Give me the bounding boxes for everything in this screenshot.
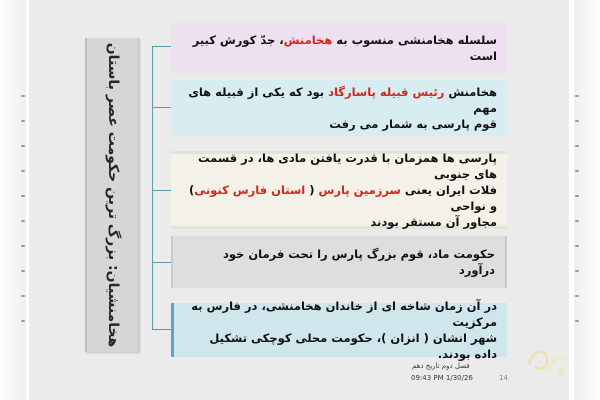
footer-text: فصل دوم تاریخ دهم (412, 362, 470, 370)
decor-dot (21, 245, 25, 247)
body-text: شهر انشان ( انزان )، حکومت محلی کوچکی تشکیل داده بودند. (209, 331, 497, 361)
decor-dot (21, 145, 25, 147)
decor-dot (21, 120, 25, 122)
decor-dot (21, 170, 25, 172)
decor-dot (575, 245, 579, 247)
body-text: مجاور آن مستقر بودند (370, 215, 497, 229)
body-text: ) و نواحی (188, 183, 497, 213)
highlight-text: استان فارس کنونی (194, 183, 306, 197)
body-text: سلسله هخامنشی منسوب به (332, 33, 497, 47)
footer-datetime: 09:43 PM 1/30/26 (411, 374, 473, 382)
content-box-2 (171, 80, 507, 136)
decor-dot (575, 145, 579, 147)
body-text: بود که یکی از قبیله های مهم (188, 85, 497, 115)
slide-title-box (85, 38, 139, 352)
slide-title: هخامنشیان: بزرگ ترین حکومت عصر باستان (104, 42, 121, 348)
decor-dot (575, 220, 579, 222)
highlight-text: سرزمین پارس (318, 183, 401, 197)
box-text-line (184, 298, 497, 330)
connector-branch (152, 46, 171, 47)
decor-dot (21, 220, 25, 222)
highlight-text: هخامنش (283, 33, 333, 47)
body-text: در آن زمان شاخه ای از خاندان هخامنشی، در فارس به مرکزیت (191, 299, 497, 329)
decor-dot (575, 120, 579, 122)
decor-dot (21, 270, 25, 272)
connector-spine (152, 46, 153, 329)
body-text: پارسی ها همزمان با قدرت یافتن مادی ها، در قسمت های جنوبی (198, 151, 497, 181)
right-side-strip (574, 0, 600, 400)
box-text-line (183, 246, 495, 278)
body-text: هخامنش (444, 85, 497, 99)
decor-dot (575, 270, 579, 272)
decor-dot (575, 195, 579, 197)
decor-dot (575, 170, 579, 172)
body-text: فلات ایران یعنی (400, 183, 497, 197)
body-text: حکومت ماد، قوم بزرگ پارس را تحت فرمان خود درآورد (222, 247, 495, 277)
decor-dot (21, 95, 25, 97)
box-text-line (181, 32, 497, 64)
decor-dot (575, 295, 579, 297)
body-text: ( (305, 183, 319, 197)
decor-dot (21, 320, 25, 322)
connector-branch (152, 329, 171, 330)
box-text-line (184, 330, 497, 362)
body-text: قوم پارسی به شمار می رفت (329, 117, 497, 131)
highlight-text: رئیس قبیله پاسارگاد (328, 85, 445, 99)
left-side-strip (0, 0, 26, 400)
connector-branch (152, 190, 171, 191)
page-number: 14 (499, 374, 508, 382)
box-text-line (181, 214, 497, 230)
decor-dot (575, 95, 579, 97)
content-box-3 (171, 151, 507, 229)
content-box-4 (171, 236, 507, 288)
content-box-1 (171, 23, 507, 73)
decorative-ornament (523, 344, 571, 378)
box-text-line (181, 84, 497, 116)
box-text-line (181, 182, 497, 214)
connector-branch (152, 107, 171, 108)
box-text-line (181, 116, 497, 132)
decor-dot (21, 195, 25, 197)
decor-dot (21, 295, 25, 297)
connector-branch (152, 262, 171, 263)
decor-dot (575, 320, 579, 322)
box-text-line (181, 150, 497, 182)
content-box-5 (171, 299, 507, 361)
body-text: ، جدّ کورش کبیر است (192, 33, 497, 63)
